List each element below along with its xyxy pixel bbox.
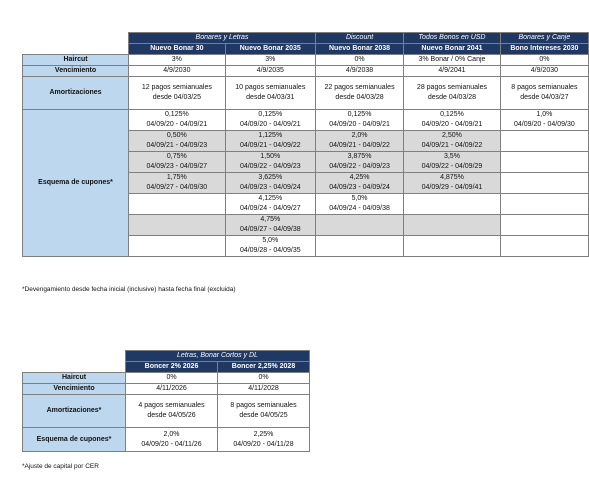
coupon-rate: 3,5% <box>404 152 501 163</box>
table-cell: 3% <box>225 55 315 66</box>
cell-line: 22 pagos semianuales <box>324 84 395 91</box>
coupon-rate <box>500 215 588 226</box>
haircut-row <box>23 55 589 66</box>
coupon-period <box>129 246 226 257</box>
table-cell: 4/9/2035 <box>225 66 315 77</box>
column-header: Nuevo Bonar 2041 <box>404 44 501 55</box>
coupon-period <box>500 141 588 152</box>
coupon-period: 04/09/29 - 04/09/41 <box>404 183 501 194</box>
coupon-period: 04/09/22 - 04/09/23 <box>225 162 315 173</box>
coupon-period: 04/09/23 - 04/09/24 <box>225 183 315 194</box>
cell-line: 4 pagos semianuales <box>138 402 205 409</box>
table-cell <box>218 428 310 452</box>
cell-line: 12 pagos semianuales <box>141 84 212 91</box>
cell-line: 8 pagos semianuales <box>511 84 578 91</box>
table-cell: 0% <box>500 55 588 66</box>
table-cell: 4/11/2026 <box>126 384 218 395</box>
cell-line: desde 04/03/28 <box>335 94 384 101</box>
coupon-period: 04/09/23 - 04/09/24 <box>315 183 403 194</box>
table-cell: 4/9/2041 <box>404 66 501 77</box>
coupon-rate: 3,875% <box>315 152 403 163</box>
coupon-rate: 0,75% <box>129 152 226 163</box>
coupon-rate <box>500 173 588 184</box>
column-header: Nuevo Bonar 30 <box>129 44 226 55</box>
table-cell: 4/9/2030 <box>129 66 226 77</box>
cell-line: desde 04/03/27 <box>520 94 569 101</box>
cupones-body <box>23 110 589 257</box>
coupon-period: 04/09/21 - 04/09/22 <box>404 141 501 152</box>
bond-terms-table <box>22 32 589 257</box>
coupon-period <box>404 225 501 236</box>
table-cell: 4/11/2028 <box>218 384 310 395</box>
coupon-period: 04/09/24 - 04/09/38 <box>315 204 403 215</box>
coupon-period: 04/09/20 - 04/09/21 <box>225 120 315 131</box>
column-header-row <box>23 362 310 373</box>
coupon-rate <box>500 131 588 142</box>
column-header: Nuevo Bonar 2035 <box>225 44 315 55</box>
coupon-rate <box>500 152 588 163</box>
coupon-rate: 1,125% <box>225 131 315 142</box>
coupon-rate: 3,625% <box>225 173 315 184</box>
coupon-period <box>315 246 403 257</box>
cell-line: 8 pagos semianuales <box>230 402 297 409</box>
column-header: Nuevo Bonar 2038 <box>315 44 403 55</box>
coupon-period <box>129 225 226 236</box>
coupon-period: 04/09/20 - 04/09/21 <box>315 120 403 131</box>
coupon-rate: 2,50% <box>404 131 501 142</box>
coupon-rate: 1,50% <box>225 152 315 163</box>
coupon-period: 04/09/22 - 04/09/29 <box>404 162 501 173</box>
coupon-rate: 1,75% <box>129 173 226 184</box>
coupon-rate <box>404 236 501 247</box>
cell-line: 04/09/20 - 04/11/26 <box>141 440 202 448</box>
table-cell: 0% <box>218 373 310 384</box>
coupon-period: 04/09/28 - 04/09/35 <box>225 246 315 257</box>
amortizaciones-row <box>23 77 589 110</box>
coupon-rate: 4,75% <box>225 215 315 226</box>
coupon-period: 04/09/21 - 04/09/23 <box>129 141 226 152</box>
coupon-period <box>500 162 588 173</box>
row-label: Vencimiento <box>23 66 129 77</box>
cell-line: 10 pagos semianuales <box>235 84 306 91</box>
coupon-period <box>500 225 588 236</box>
group-header-row <box>23 33 589 44</box>
coupon-rate: 0,125% <box>129 110 226 121</box>
table-cell: 4/9/2030 <box>500 66 588 77</box>
table-cell: 3% Bonar / 0% Canje <box>404 55 501 66</box>
column-header: Boncer 2,25% 2028 <box>218 362 310 373</box>
group-header-row <box>23 351 310 362</box>
table-cell: 0% <box>126 373 218 384</box>
amortizaciones-row <box>23 395 310 428</box>
coupon-period: 04/09/23 - 04/09/27 <box>129 162 226 173</box>
group-header: Bonares y Letras <box>129 33 316 44</box>
coupon-rate <box>129 194 226 205</box>
column-header: Bono Intereses 2030 <box>500 44 588 55</box>
coupon-rate <box>129 236 226 247</box>
table-cell <box>129 77 226 110</box>
table-cell <box>126 428 218 452</box>
coupon-period: 04/09/20 - 04/09/30 <box>500 120 588 131</box>
coupon-period: 04/09/20 - 04/09/21 <box>129 120 226 131</box>
coupon-rate: 5,0% <box>225 236 315 247</box>
group-header: Bonares y Canje <box>500 33 588 44</box>
coupon-rate <box>500 194 588 205</box>
cell-line: desde 04/05/26 <box>147 412 196 419</box>
coupon-rate: 4,875% <box>404 173 501 184</box>
coupon-period: 04/09/20 - 04/09/21 <box>404 120 501 131</box>
group-header: Discount <box>315 33 403 44</box>
coupon-period <box>500 246 588 257</box>
vencimiento-row <box>23 66 589 77</box>
coupon-rate <box>315 236 403 247</box>
row-label: Esquema de cupones* <box>23 428 126 452</box>
coupon-period: 04/09/21 - 04/09/22 <box>315 141 403 152</box>
row-label: Haircut <box>23 373 126 384</box>
cupones-row <box>23 428 310 452</box>
coupon-period: 04/09/27 - 04/09/30 <box>129 183 226 194</box>
coupon-rate: 4,125% <box>225 194 315 205</box>
footnote: *Devengamiento desde fecha inicial (inclusive) hasta fecha final (excluida) <box>22 286 236 293</box>
coupon-period <box>500 183 588 194</box>
boncer-terms-table <box>22 350 310 452</box>
cupon-line-row <box>23 110 589 121</box>
coupon-period: 04/09/22 - 04/09/23 <box>315 162 403 173</box>
coupon-period <box>500 204 588 215</box>
coupon-rate: 5,0% <box>315 194 403 205</box>
coupon-rate <box>500 236 588 247</box>
cell-line: desde 04/05/25 <box>239 412 288 419</box>
coupon-rate: 0,125% <box>225 110 315 121</box>
coupon-period: 04/09/24 - 04/09/27 <box>225 204 315 215</box>
cell-line: desde 04/03/25 <box>152 94 201 101</box>
coupon-rate: 1,0% <box>500 110 588 121</box>
cell-line: 2,25% <box>253 430 274 438</box>
coupon-period <box>404 246 501 257</box>
group-header: Todos Bonos en USD <box>404 33 501 44</box>
table-cell: 4/9/2038 <box>315 66 403 77</box>
coupon-rate: 4,25% <box>315 173 403 184</box>
column-header-row <box>23 44 589 55</box>
coupon-period: 04/09/27 - 04/09/38 <box>225 225 315 236</box>
coupon-rate: 0,125% <box>404 110 501 121</box>
coupon-period <box>129 204 226 215</box>
row-label: Vencimiento <box>23 384 126 395</box>
coupon-rate <box>404 194 501 205</box>
cell-line: desde 04/03/28 <box>427 94 477 101</box>
table-cell <box>404 77 501 110</box>
row-label: Haircut <box>23 55 129 66</box>
cell-line: 2,0% <box>163 430 180 438</box>
table-cell <box>225 77 315 110</box>
table-cell <box>315 77 403 110</box>
table-cell <box>126 395 218 428</box>
table-cell <box>218 395 310 428</box>
cell-line: desde 04/03/31 <box>246 94 295 101</box>
cell-line: 28 pagos semianuales <box>416 84 487 91</box>
column-header: Boncer 2% 2026 <box>126 362 218 373</box>
coupon-rate <box>404 215 501 226</box>
coupon-period <box>404 204 501 215</box>
coupon-period <box>315 225 403 236</box>
coupon-rate: 2,0% <box>315 131 403 142</box>
vencimiento-row <box>23 384 310 395</box>
group-header: Letras, Bonar Cortos y DL <box>126 351 310 362</box>
row-label: Amortizaciones <box>23 77 129 110</box>
coupon-period: 04/09/21 - 04/09/22 <box>225 141 315 152</box>
coupon-rate: 0,50% <box>129 131 226 142</box>
coupon-rate <box>315 215 403 226</box>
coupon-rate <box>129 215 226 226</box>
coupon-rate: 0,125% <box>315 110 403 121</box>
table-cell: 0% <box>315 55 403 66</box>
haircut-row <box>23 373 310 384</box>
table-cell: 3% <box>129 55 226 66</box>
footnote: *Ajuste de capital por CER <box>22 463 99 470</box>
table-cell <box>500 77 588 110</box>
row-label: Amortizaciones* <box>23 395 126 428</box>
row-label: Esquema de cupones* <box>23 110 129 257</box>
cell-line: 04/09/20 - 04/11/28 <box>233 440 294 448</box>
